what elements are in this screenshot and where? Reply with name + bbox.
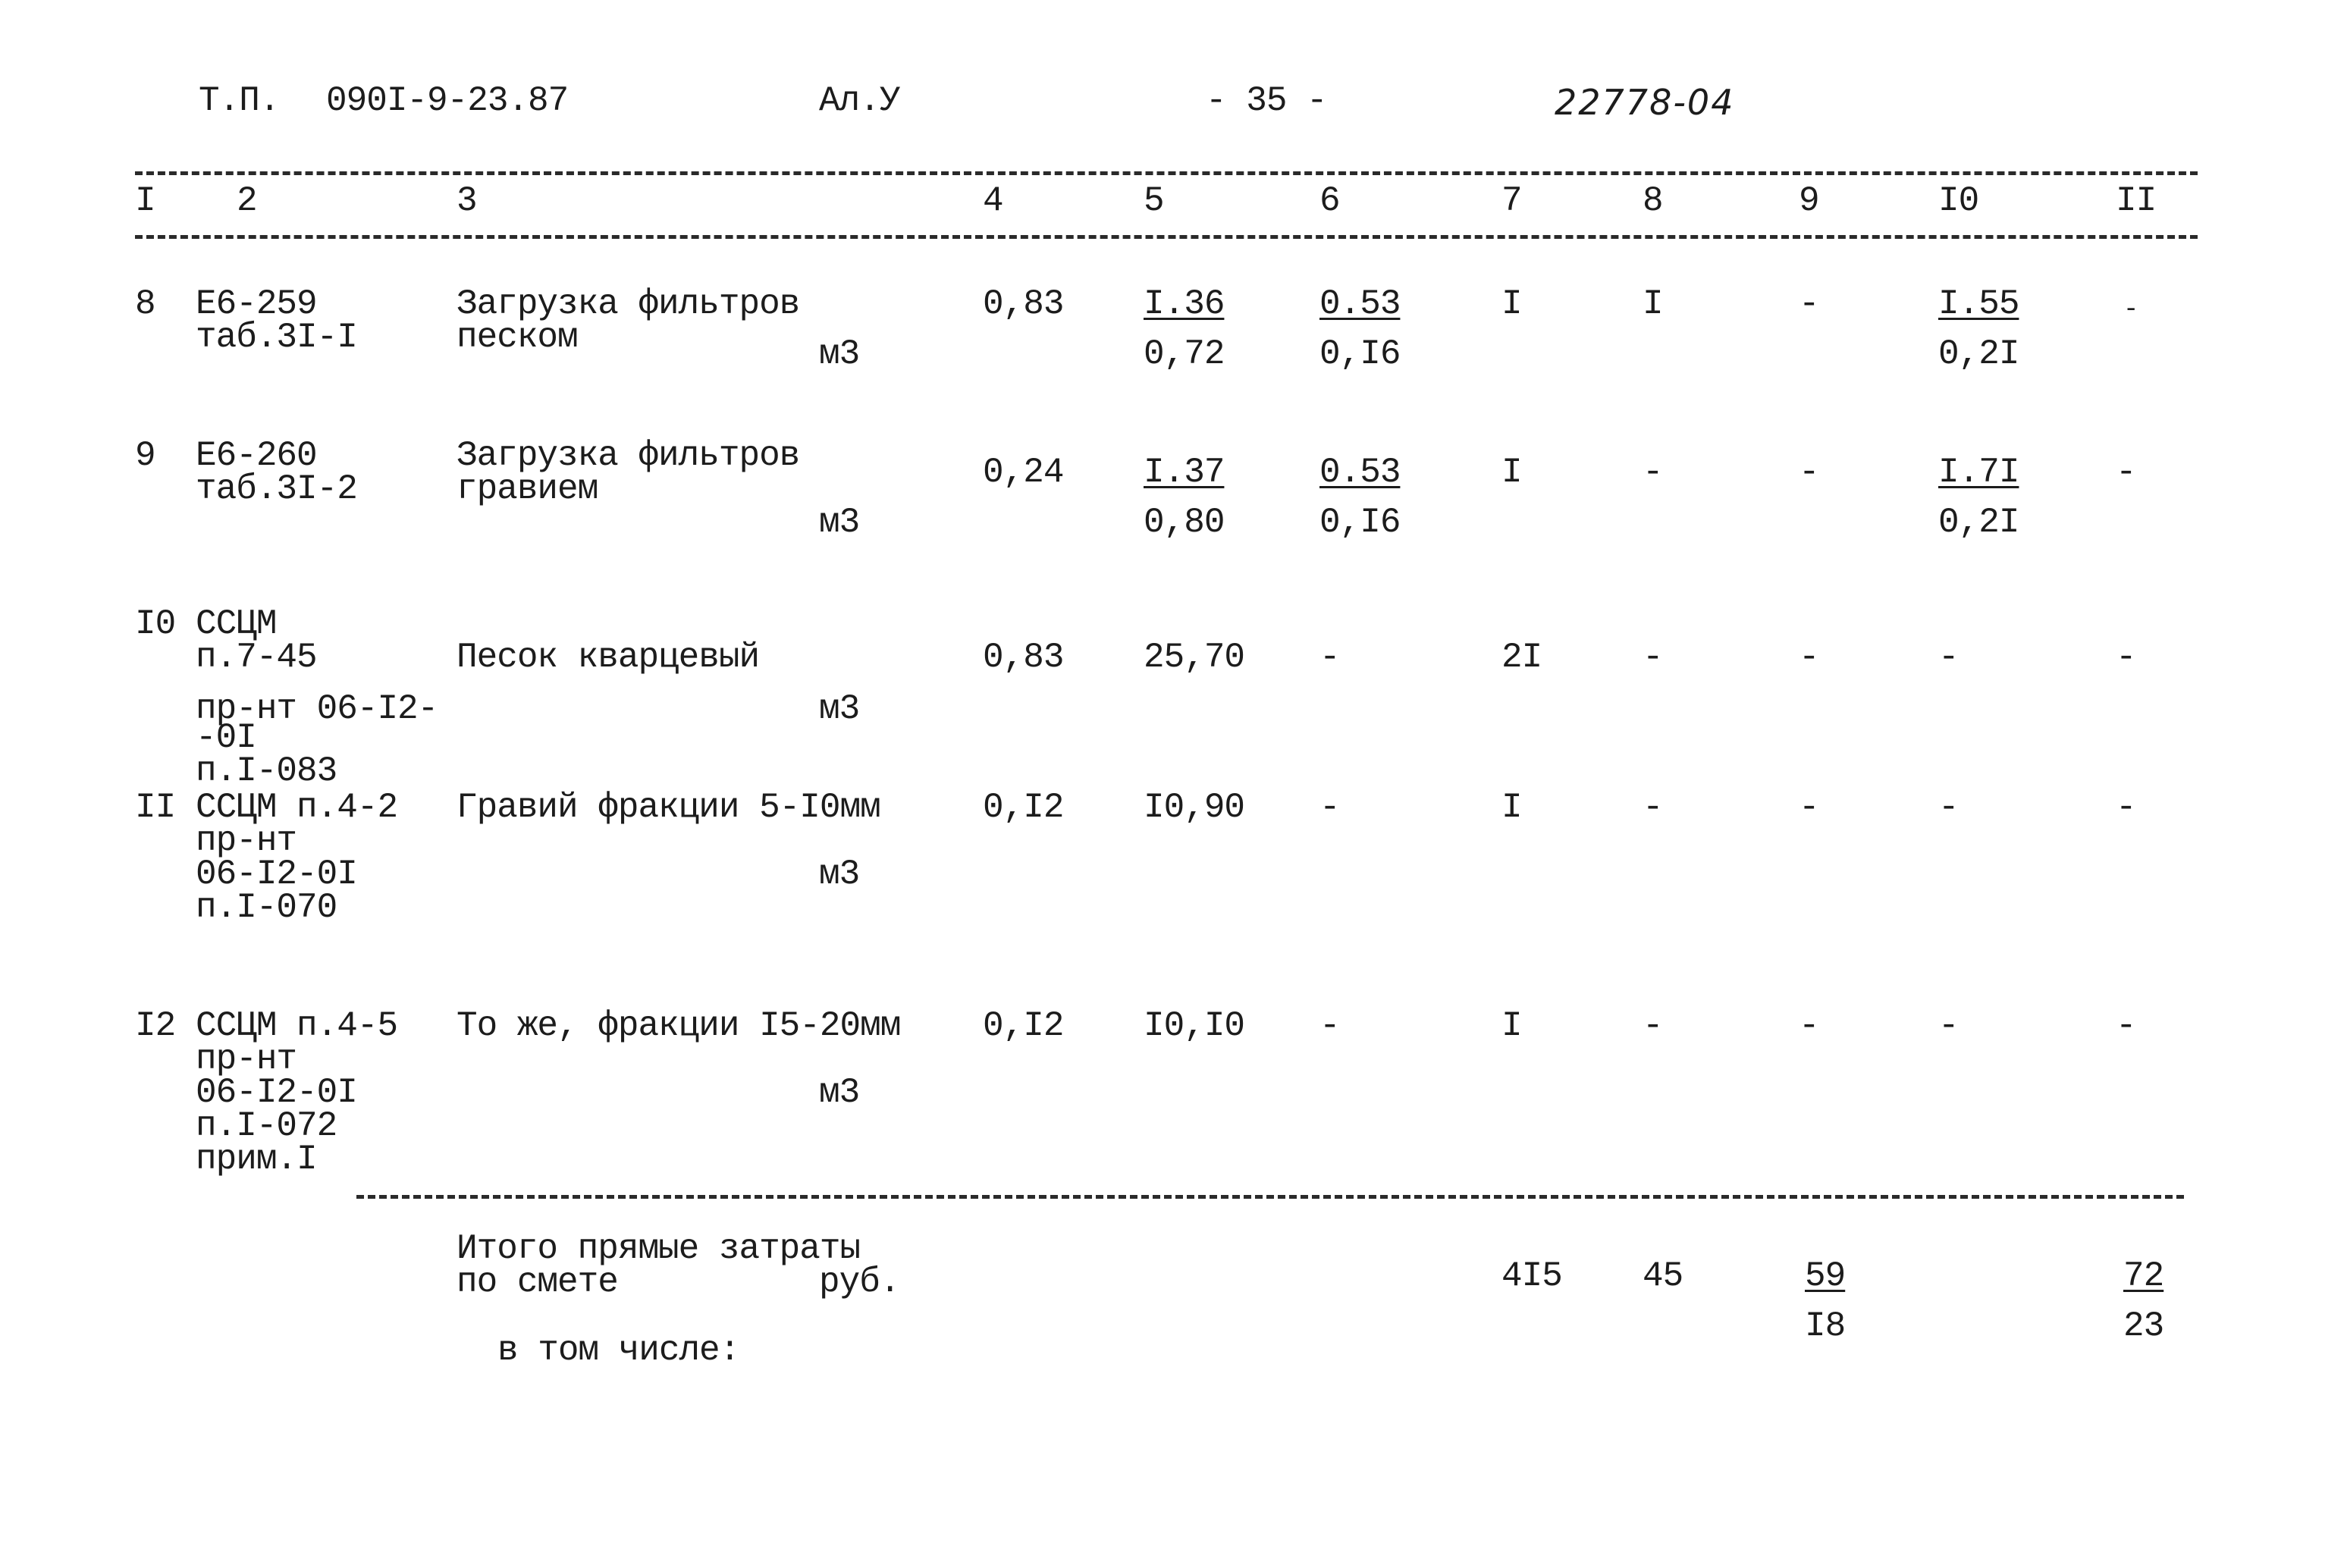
row-quantity: 0,24 xyxy=(983,453,1064,492)
row-col5: 25,70 xyxy=(1144,638,1245,677)
row-reference: ССЦМ п.4-2 xyxy=(196,788,398,827)
row-col5-bottom: 0,80 xyxy=(1144,503,1225,542)
row-col9: - xyxy=(1799,638,1819,677)
row-reference: пр-нт 06-I2- xyxy=(196,689,438,729)
row-reference: Е6-260 xyxy=(196,436,317,475)
row-unit: м3 xyxy=(819,334,860,374)
row-reference: таб.3I-2 xyxy=(196,469,357,509)
row-number: 8 xyxy=(135,284,155,324)
row-col6-top: 0.53 xyxy=(1319,453,1401,492)
row-reference: пр-нт xyxy=(196,1040,297,1079)
row-col10-top: I.55 xyxy=(1938,284,2019,324)
album-label: Ал.У xyxy=(819,81,900,121)
row-col11: - xyxy=(2123,296,2138,325)
row-number: I0 xyxy=(135,604,176,644)
col-header-6: 6 xyxy=(1319,181,1340,221)
row-col5-top: I.36 xyxy=(1144,284,1225,324)
col-header-7: 7 xyxy=(1501,181,1522,221)
col-header-11: II xyxy=(2116,181,2157,221)
row-col5: I0,90 xyxy=(1144,788,1245,827)
col-header-5: 5 xyxy=(1144,181,1164,221)
doc-code: 090I-9-23.87 xyxy=(326,81,569,121)
row-number: 9 xyxy=(135,436,155,475)
header-top-line xyxy=(135,171,2198,175)
row-reference: таб.3I-I xyxy=(196,318,357,357)
row-quantity: 0,83 xyxy=(983,284,1064,324)
totals-separator xyxy=(356,1195,2184,1199)
col-header-3: 3 xyxy=(457,181,477,221)
row-col6: - xyxy=(1319,788,1340,827)
row-col7: 2I xyxy=(1501,638,1542,677)
row-name: Загрузка фильтров xyxy=(457,436,800,475)
row-reference: прим.I xyxy=(196,1140,317,1179)
row-reference: п.I-070 xyxy=(196,888,337,927)
col-header-1: I xyxy=(135,181,155,221)
row-col6: - xyxy=(1319,1006,1340,1046)
row-reference: п.I-072 xyxy=(196,1106,337,1146)
row-col11: - xyxy=(2116,638,2136,677)
document-number: 22778-04 xyxy=(1555,82,1735,123)
row-unit: м3 xyxy=(819,503,860,542)
row-col7: I xyxy=(1501,284,1522,324)
row-col8: - xyxy=(1643,638,1663,677)
row-col10-bottom: 0,2I xyxy=(1938,503,2019,542)
col-header-8: 8 xyxy=(1643,181,1663,221)
row-col10: - xyxy=(1938,1006,1959,1046)
row-quantity: 0,I2 xyxy=(983,1006,1064,1046)
row-col10: - xyxy=(1938,788,1959,827)
row-unit: м3 xyxy=(819,855,860,894)
row-reference: п.7-45 xyxy=(196,638,317,677)
row-col7: I xyxy=(1501,788,1522,827)
row-name: песком xyxy=(457,318,578,357)
row-col7: I xyxy=(1501,453,1522,492)
row-col7: I xyxy=(1501,1006,1522,1046)
row-reference: 06-I2-0I xyxy=(196,1073,357,1112)
row-col9: - xyxy=(1799,284,1819,324)
row-reference: Е6-259 xyxy=(196,284,317,324)
totals-col11-top: 72 xyxy=(2123,1256,2164,1296)
row-col6-bottom: 0,I6 xyxy=(1319,503,1401,542)
page-number: - 35 - xyxy=(1206,81,1327,121)
row-col5-top: I.37 xyxy=(1144,453,1225,492)
row-col10: - xyxy=(1938,638,1959,677)
row-name: гравием xyxy=(457,469,598,509)
row-col6-top: 0.53 xyxy=(1319,284,1401,324)
totals-col8: 45 xyxy=(1643,1256,1683,1296)
totals-col9-bottom: I8 xyxy=(1805,1306,1846,1346)
row-name: Загрузка фильтров xyxy=(457,284,800,324)
row-col8: - xyxy=(1643,788,1663,827)
row-col8: - xyxy=(1643,1006,1663,1046)
row-col6: - xyxy=(1319,638,1340,677)
row-quantity: 0,83 xyxy=(983,638,1064,677)
col-header-9: 9 xyxy=(1799,181,1819,221)
row-col9: - xyxy=(1799,788,1819,827)
row-col11: - xyxy=(2116,788,2136,827)
col-header-4: 4 xyxy=(983,181,1003,221)
totals-col7: 4I5 xyxy=(1501,1256,1562,1296)
row-name: Песок кварцевый xyxy=(457,638,760,677)
row-col10-top: I.7I xyxy=(1938,453,2019,492)
row-reference: ССЦМ xyxy=(196,604,277,644)
row-col11: - xyxy=(2116,453,2136,492)
row-col5-bottom: 0,72 xyxy=(1144,334,1225,374)
totals-col11-bottom: 23 xyxy=(2123,1306,2164,1346)
header-bottom-line xyxy=(135,235,2198,239)
row-col5: I0,I0 xyxy=(1144,1006,1245,1046)
row-quantity: 0,I2 xyxy=(983,788,1064,827)
row-reference: -0I xyxy=(196,718,256,757)
including-label: в том числе: xyxy=(497,1331,740,1370)
row-number: II xyxy=(135,788,176,827)
row-reference: ССЦМ п.4-5 xyxy=(196,1006,398,1046)
row-name: Гравий фракции 5-I0мм xyxy=(457,788,880,827)
row-number: I2 xyxy=(135,1006,176,1046)
row-reference: пр-нт xyxy=(196,821,297,861)
row-col8: - xyxy=(1643,453,1663,492)
totals-unit: руб. xyxy=(819,1262,900,1302)
row-col9: - xyxy=(1799,1006,1819,1046)
totals-label: Итого прямые затраты xyxy=(457,1229,861,1269)
col-header-10: I0 xyxy=(1938,181,1979,221)
row-col10-bottom: 0,2I xyxy=(1938,334,2019,374)
row-name: То же, фракции I5-20мм xyxy=(457,1006,901,1046)
row-col11: - xyxy=(2116,1006,2136,1046)
totals-label: по смете xyxy=(457,1262,618,1302)
row-col8: I xyxy=(1643,284,1663,324)
row-col9: - xyxy=(1799,453,1819,492)
col-header-2: 2 xyxy=(237,181,257,221)
row-unit: м3 xyxy=(819,689,860,729)
totals-col9-top: 59 xyxy=(1805,1256,1846,1296)
row-unit: м3 xyxy=(819,1073,860,1112)
row-col6-bottom: 0,I6 xyxy=(1319,334,1401,374)
row-reference: п.I-083 xyxy=(196,751,337,791)
doc-type: Т.П. xyxy=(199,81,280,121)
row-reference: 06-I2-0I xyxy=(196,855,357,894)
